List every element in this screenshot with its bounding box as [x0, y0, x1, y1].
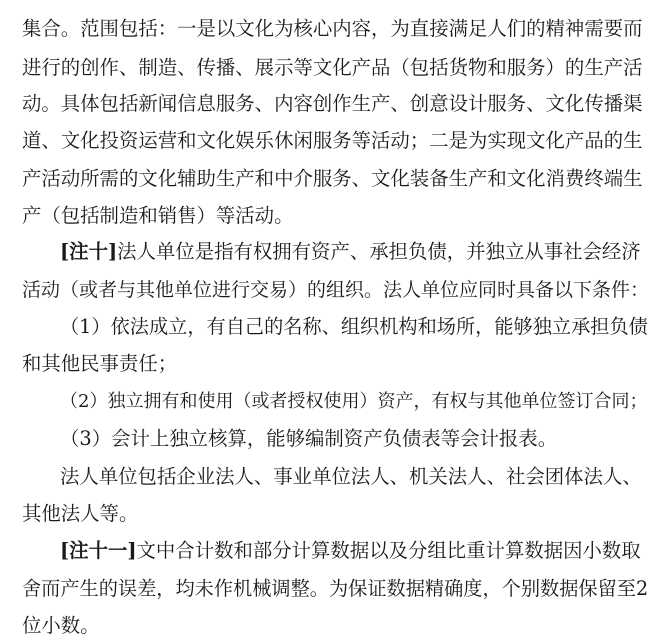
text-line: 动。具体包括新闻信息服务、内容创作生产、创意设计服务、文化传播渠: [22, 92, 643, 115]
note10-first-line: [0, 237, 651, 267]
condition-2: （2）独立拥有和使用（或者授权使用）资产，有权与其他单位签订合同；: [60, 391, 648, 412]
text-line: 道、文化投资运营和文化娱乐休闲服务等活动；二是为实现文化产品的生: [22, 129, 643, 152]
text-line: 进行的创作、制造、传播、展示等文化产品（包括货物和服务）的生产活: [22, 56, 643, 79]
text-line: 位小数。: [22, 614, 100, 637]
text-line: 和其他民事责任；: [22, 352, 178, 375]
note11-first-line: [0, 536, 651, 566]
text-line: 其他法人等。: [22, 502, 139, 525]
condition-3: （3）会计上独立核算，能够编制资产负债表等会计报表。: [60, 427, 558, 450]
note10-text: 法人单位是指有权拥有资产、承担负债，并独立从事社会经济: [117, 240, 641, 263]
note11-text: 文中合计数和部分计算数据以及分组比重计算数据因小数取: [136, 539, 641, 562]
text-line: 集合。范围包括：一是以文化为核心内容，为直接满足人们的精神需要而: [22, 17, 643, 40]
text-line: 法人单位包括企业法人、事业单位法人、机关法人、社会团体法人、: [60, 465, 642, 488]
text-line: 产活动所需的文化辅助生产和中介服务、文化装备生产和文化消费终端生: [22, 167, 643, 190]
text-line: 舍而产生的误差，均未作机械调整。为保证数据精确度，个别数据保留至2: [22, 577, 649, 600]
text-line: （1）依法成立，有自己的名称、组织机构和场所，能够独立承担负债: [60, 315, 648, 338]
note11-label: [注十一]: [60, 539, 137, 562]
note10-label: [注十]: [60, 240, 118, 263]
text-line: 活动（或者与其他单位进行交易）的组织。法人单位应同时具备以下条件：: [22, 279, 650, 301]
text-line: 产（包括制造和销售）等活动。: [22, 204, 294, 227]
